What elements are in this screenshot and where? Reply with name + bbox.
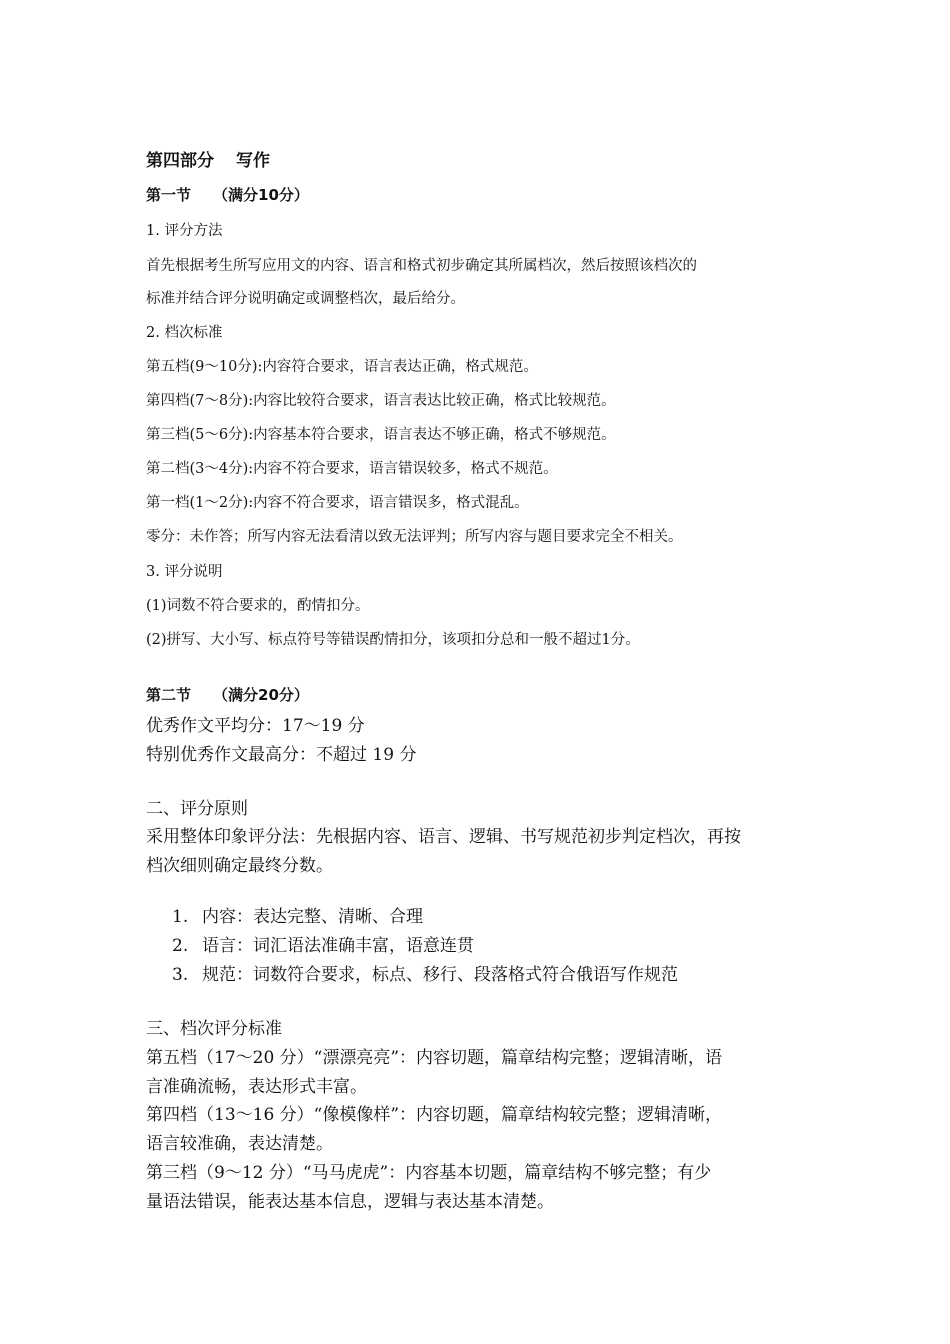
level-item: 第二档(3～4分):内容不符合要求，语言错误较多，格式不规范。 [146,461,558,477]
level-item: 第三档(5～6分):内容基本符合要求，语言表达不够正确，格式不够规范。 [146,427,616,443]
list-item: 3. 规范：词数符合要求，标点、移行、段落格式符合俄语写作规范 [172,965,678,985]
criteria-line: 第五档（17～20 分）“漂漂亮亮”：内容切题，篇章结构完整；逻辑清晰，语 [146,1048,723,1068]
part-title: 第四部分 写作 [146,151,270,171]
criteria-line: 语言较准确，表达清楚。 [146,1134,333,1154]
level-item: 零分：未作答；所写内容无法看清以致无法评判；所写内容与题目要求完全不相关。 [146,529,683,545]
level-item: 第五档(9～10分):内容符合要求，语言表达正确，格式规范。 [146,359,538,375]
method-text-line: 标准并结合评分说明确定或调整档次，最后给分。 [146,291,465,307]
criteria-line: 言准确流畅，表达形式丰富。 [146,1077,367,1097]
principles-text-line: 采用整体印象评分法：先根据内容、语言、逻辑、书写规范初步判定档次，再按 [146,827,741,847]
criteria-line: 第三档（9～12 分）“马马虎虎”：内容基本切题，篇章结构不够完整；有少 [146,1163,712,1183]
level-item: 第四档(7～8分):内容比较符合要求，语言表达比较正确，格式比较规范。 [146,393,616,409]
method-title: 1. 评分方法 [146,223,223,239]
method-text-line: 首先根据考生所写应用文的内容、语言和格式初步确定其所属档次，然后按照该档次的 [146,258,697,274]
average-score: 优秀作文平均分：17～19 分 [146,716,365,736]
section2-heading: 第二节 （满分20分） [146,686,309,704]
notes-title: 3. 评分说明 [146,564,223,580]
max-score: 特别优秀作文最高分：不超过 19 分 [146,745,417,765]
section1-heading: 第一节 （满分10分） [146,186,309,204]
list-item: 2. 语言：词汇语法准确丰富，语意连贯 [172,936,474,956]
list-item: 1. 内容：表达完整、清晰、合理 [172,907,423,927]
level-item: 第一档(1～2分):内容不符合要求，语言错误多，格式混乱。 [146,495,529,511]
criteria-line: 量语法错误，能表达基本信息，逻辑与表达基本清楚。 [146,1192,554,1212]
principles-title: 二、评分原则 [146,799,248,819]
note-item: (1)词数不符合要求的，酌情扣分。 [146,598,370,614]
criteria-title: 三、档次评分标准 [146,1019,282,1039]
levels-title: 2. 档次标准 [146,325,223,341]
principles-text-line: 档次细则确定最终分数。 [146,856,333,876]
note-item: (2)拼写、大小写、标点符号等错误酌情扣分，该项扣分总和一般不超过1分。 [146,632,640,648]
criteria-line: 第四档（13～16 分）“像模像样”：内容切题，篇章结构较完整；逻辑清晰， [146,1105,723,1125]
